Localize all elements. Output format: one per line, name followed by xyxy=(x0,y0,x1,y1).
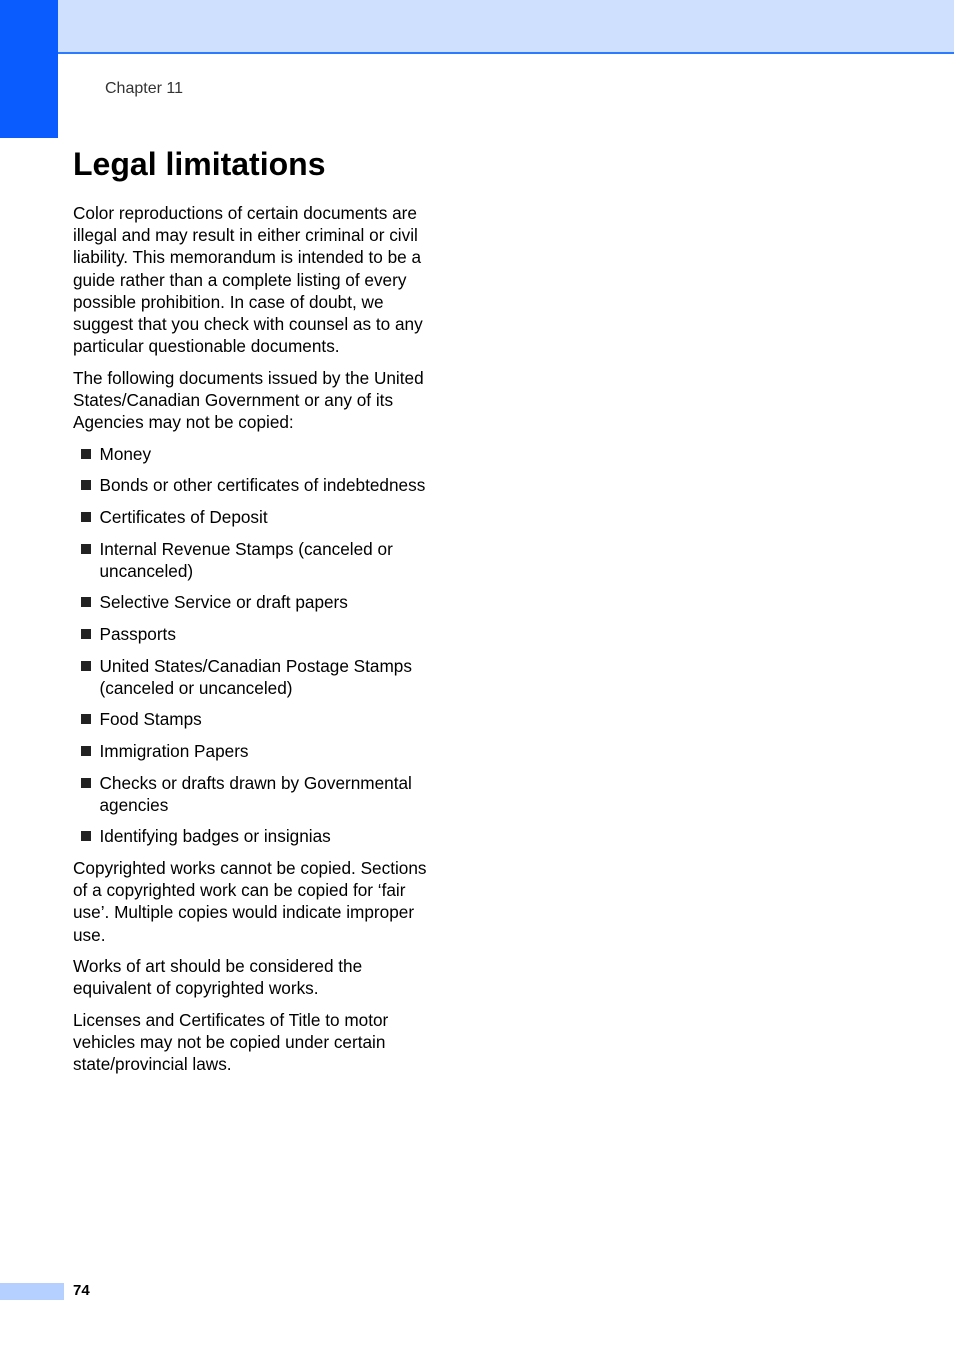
square-bullet-icon xyxy=(81,778,91,788)
list-item-text: Identifying badges or insignias xyxy=(99,826,331,847)
works-of-art-paragraph: Works of art should be considered the equivalent of copyrighted works. xyxy=(73,956,363,999)
square-bullet-icon xyxy=(81,544,91,554)
square-bullet-icon xyxy=(81,831,91,841)
list-item-text: United States/Canadian Postage Stamps (canceled or uncanceled) xyxy=(99,655,412,698)
list-item xyxy=(73,825,441,847)
list-item xyxy=(73,623,441,645)
list-item xyxy=(73,655,441,699)
licenses-paragraph: Licenses and Certificates of Title to motor vehicles may not be copied under certain state/provincial laws. xyxy=(73,1009,389,1075)
square-bullet-icon xyxy=(81,597,91,607)
list-item xyxy=(73,474,441,496)
prohibited-documents-list xyxy=(73,443,441,848)
list-item-text: Immigration Papers xyxy=(99,740,249,761)
list-item-text: Money xyxy=(99,443,152,464)
list-item xyxy=(73,740,441,762)
list-item-text: Internal Revenue Stamps (canceled or uncanceled) xyxy=(99,538,393,581)
list-item-text: Food Stamps xyxy=(99,709,202,730)
list-item xyxy=(73,772,441,816)
header-band xyxy=(0,0,954,54)
list-item-text: Selective Service or draft papers xyxy=(99,592,348,613)
list-item xyxy=(73,591,441,613)
footer-band xyxy=(0,1283,64,1300)
list-item xyxy=(73,506,441,528)
intro-paragraph: Color reproductions of certain documents are illegal and may result in either criminal or civil liability. This memorandum is intended to be a guide rather than a complete listing of every possible prohibition. In case of doubt, we suggest that you check with counsel as to any particular questionable documents. xyxy=(73,203,423,357)
chapter-tab xyxy=(0,0,58,138)
list-item-text: Certificates of Deposit xyxy=(99,507,268,527)
square-bullet-icon xyxy=(81,449,91,459)
list-intro-paragraph: The following documents issued by the United States/Canadian Government or any of its Agencies may not be copied: xyxy=(73,367,424,433)
list-item-text: Checks or drafts drawn by Governmental agencies xyxy=(99,772,412,815)
square-bullet-icon xyxy=(81,512,91,522)
page-number: 74 xyxy=(73,1282,90,1299)
copyright-paragraph: Copyrighted works cannot be copied. Sections of a copyrighted work can be copied for ‘fair use’. Multiple copies would indicate improper use. xyxy=(73,857,427,945)
list-item xyxy=(73,443,441,465)
square-bullet-icon xyxy=(81,629,91,639)
list-item xyxy=(73,708,441,730)
chapter-label: Chapter 11 xyxy=(105,80,183,97)
list-item xyxy=(73,538,441,582)
square-bullet-icon xyxy=(81,714,91,724)
square-bullet-icon xyxy=(81,746,91,756)
page-title: Legal limitations xyxy=(73,146,326,182)
list-item-text: Passports xyxy=(99,623,176,644)
square-bullet-icon xyxy=(81,480,91,490)
body-content xyxy=(73,202,441,1085)
square-bullet-icon xyxy=(81,661,91,671)
list-item-text: Bonds or other certificates of indebtedness xyxy=(99,475,426,496)
